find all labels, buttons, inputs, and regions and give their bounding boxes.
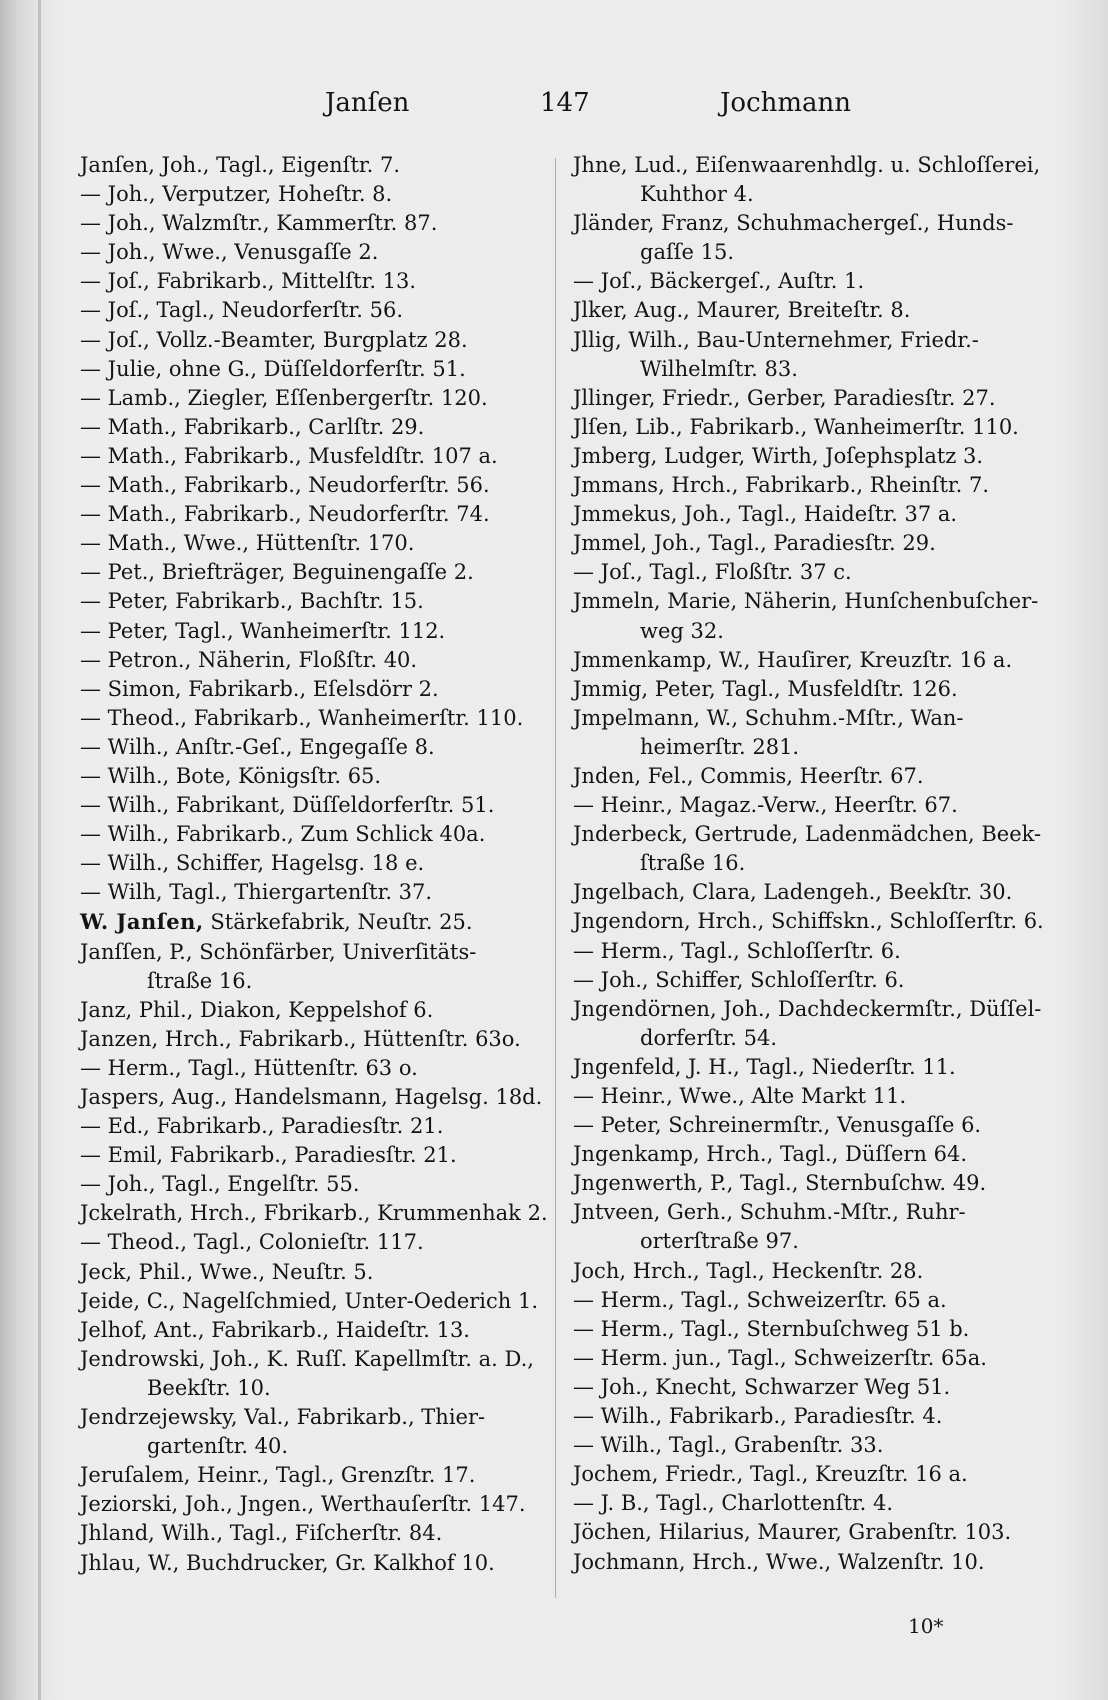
entry-text: — Math., Fabrikarb., Carlſtr. 29. — [80, 414, 425, 439]
entry-text: — Joh., Wwe., Venusgaſſe 2. — [80, 240, 379, 265]
entry-text: Jmmeln, Marie, Näherin, Hunſchenbuſcher- — [573, 589, 1039, 614]
entry-text: — Wilh., Fabrikarb., Paradiesſtr. 4. — [573, 1404, 943, 1429]
directory-entry — [573, 849, 1043, 878]
header-first-name: Janſen — [325, 88, 410, 118]
entry-text: — Emil, Fabrikarb., Paradiesſtr. 21. — [80, 1143, 457, 1168]
directory-entry — [80, 267, 555, 296]
entry-text: — Herm. jun., Tagl., Schweizerſtr. 65a. — [573, 1345, 987, 1370]
directory-entry — [573, 1373, 1043, 1402]
directory-entry — [573, 675, 1043, 704]
entry-text: gartenſtr. 40. — [147, 1434, 289, 1459]
directory-entry — [80, 1345, 555, 1374]
directory-entry — [573, 326, 1043, 355]
entry-text: Jmberg, Ludger, Wirth, Joſephsplatz 3. — [573, 443, 984, 468]
entry-text: Jmpelmann, W., Schuhm.-Mſtr., Wan- — [573, 705, 964, 730]
entry-text: — Wilh., Schiffer, Hagelsg. 18 e. — [80, 851, 425, 876]
entry-text: Jngelbach, Clara, Ladengeh., Beekſtr. 30. — [573, 880, 1013, 905]
directory-entry — [573, 820, 1043, 849]
binding-fold — [38, 0, 41, 1700]
entry-text: Stärkefabrik, Neuſtr. 25. — [203, 910, 473, 935]
entry-text: Jmmans, Hrch., Fabrikarb., Rheinſtr. 7. — [573, 473, 990, 498]
directory-entry — [80, 1258, 555, 1287]
entry-text: — Herm., Tagl., Schloſſerſtr. 6. — [573, 938, 901, 963]
entry-text: — Herm., Tagl., Schweizerſtr. 65 a. — [573, 1287, 947, 1312]
directory-entry — [573, 209, 1043, 238]
entry-text: Beekſtr. 10. — [147, 1375, 271, 1400]
entry-text: Jeruſalem, Heinr., Tagl., Grenzſtr. 17. — [80, 1463, 476, 1488]
entry-text: — Math., Wwe., Hüttenſtr. 170. — [80, 531, 415, 556]
entry-text: Jllig, Wilh., Bau-Unternehmer, Friedr.- — [573, 327, 979, 352]
entry-text: Janz, Phil., Diakon, Keppelshof 6. — [80, 997, 434, 1022]
entry-text: Jeziorski, Joh., Jngen., Werthauſerſtr. 147. — [80, 1492, 526, 1517]
directory-entry — [573, 1227, 1043, 1256]
directory-entry — [573, 1402, 1043, 1431]
entry-text: Jngenwerth, P., Tagl., Sternbuſchw. 49. — [573, 1171, 987, 1196]
entry-text: Jlſen, Lib., Fabrikarb., Wanheimerſtr. 110. — [573, 414, 1019, 439]
directory-entry — [573, 966, 1043, 995]
entry-text: Jngenfeld, J. H., Tagl., Niederſtr. 11. — [573, 1054, 956, 1079]
directory-entry — [573, 558, 1043, 587]
directory-entry — [80, 1199, 555, 1228]
entry-text: — Joh., Schiffer, Schloſſerſtr. 6. — [573, 967, 905, 992]
entry-text: — Julie, ohne G., Düſſeldorferſtr. 51. — [80, 356, 466, 381]
entry-text: Janzen, Hrch., Fabrikarb., Hüttenſtr. 63o. — [80, 1026, 521, 1051]
directory-entry — [573, 1169, 1043, 1198]
entry-text: Jaspers, Aug., Handelsmann, Hagelsg. 18d. — [80, 1085, 543, 1109]
directory-entry — [80, 1519, 555, 1548]
directory-entry — [573, 646, 1043, 675]
entry-text: Janſſen, P., Schönfärber, Univerſitäts- — [80, 939, 477, 964]
entry-text: — Joſ., Bäckergeſ., Auſtr. 1. — [573, 269, 865, 294]
directory-entry — [573, 471, 1043, 500]
directory-entry — [573, 878, 1043, 907]
directory-entry — [573, 500, 1043, 529]
directory-entry — [573, 1315, 1043, 1344]
directory-entry — [80, 878, 555, 907]
directory-entry — [80, 704, 555, 733]
entry-text: — Herm., Tagl., Hüttenſtr. 63 o. — [80, 1055, 418, 1080]
entry-text: Jnderbeck, Gertrude, Ladenmädchen, Beek- — [573, 822, 1042, 847]
entry-text: — Math., Fabrikarb., Musfeldſtr. 107 a. — [80, 443, 498, 468]
entry-text: gaſſe 15. — [640, 240, 735, 265]
entry-text: Jländer, Franz, Schuhmachergeſ., Hunds- — [573, 211, 1014, 236]
directory-entry — [80, 646, 555, 675]
entry-text: — Theod., Fabrikarb., Wanheimerſtr. 110. — [80, 705, 524, 730]
directory-entry — [573, 1111, 1043, 1140]
directory-entry — [80, 471, 555, 500]
right-column — [573, 151, 1043, 1577]
directory-entry — [80, 442, 555, 471]
entry-text: — J. B., Tagl., Charlottenſtr. 4. — [573, 1491, 894, 1516]
directory-entry — [573, 1518, 1043, 1547]
entry-text: — Joſ., Tagl., Neudorferſtr. 56. — [80, 298, 403, 323]
directory-entry — [573, 617, 1043, 646]
directory-entry — [80, 413, 555, 442]
directory-entry — [573, 1344, 1043, 1373]
directory-entry — [80, 791, 555, 820]
entry-text: — Peter, Tagl., Wanheimerſtr. 112. — [80, 618, 446, 643]
entry-text: Jelhof, Ant., Fabrikarb., Haideſtr. 13. — [80, 1317, 470, 1342]
entry-text: — Wilh., Anſtr.-Geſ., Engegaſſe 8. — [80, 734, 435, 759]
directory-entry — [573, 762, 1043, 791]
entry-text: ſtraße 16. — [640, 851, 746, 876]
directory-entry — [573, 267, 1043, 296]
left-column — [80, 151, 555, 1578]
entry-text: Jendrzejewsky, Val., Fabrikarb., Thier- — [80, 1405, 486, 1430]
directory-entry — [80, 1490, 555, 1519]
entry-text: — Theod., Tagl., Colonieſtr. 117. — [80, 1230, 424, 1255]
entry-text: Jöchen, Hilarius, Maurer, Grabenſtr. 103. — [573, 1520, 1012, 1545]
entry-text: Jmmenkamp, W., Hauſirer, Kreuzſtr. 16 a. — [573, 647, 1013, 672]
directory-entry — [573, 1082, 1043, 1111]
entry-text: — Wilh., Bote, Königsſtr. 65. — [80, 763, 382, 788]
entry-text: — Joſ., Tagl., Floßſtr. 37 c. — [573, 560, 852, 585]
directory-entry — [80, 529, 555, 558]
entry-text: — Joſ., Vollz.-Beamter, Burgplatz 28. — [80, 327, 468, 352]
entry-text: — Lamb., Ziegler, Eſſenbergerſtr. 120. — [80, 385, 488, 410]
entry-text: Kuhthor 4. — [640, 182, 754, 207]
entry-text: — Joſ., Fabrikarb., Mittelſtr. 13. — [80, 269, 417, 294]
directory-entry — [80, 1054, 555, 1083]
entry-text: — Joh., Verputzer, Hoheſtr. 8. — [80, 182, 393, 207]
directory-entry — [573, 1460, 1043, 1489]
entry-text: — Simon, Fabrikarb., Eſelsdörr 2. — [80, 676, 439, 701]
directory-entry — [80, 355, 555, 384]
entry-text: — Joh., Tagl., Engelſtr. 55. — [80, 1172, 360, 1197]
entry-text: Jmmekus, Joh., Tagl., Haideſtr. 37 a. — [573, 502, 958, 527]
entry-text: Jlker, Aug., Maurer, Breiteſtr. 8. — [573, 298, 911, 323]
entry-text: Wilhelmſtr. 83. — [640, 356, 798, 381]
entry-text: weg 32. — [640, 618, 724, 643]
entry-text: Janſen, Joh., Tagl., Eigenſtr. 7. — [80, 153, 401, 177]
directory-entry — [80, 675, 555, 704]
directory-entry — [80, 1432, 555, 1461]
directory-entry — [80, 849, 555, 878]
entry-text: — Peter, Schreinermſtr., Venusgaſſe 6. — [573, 1113, 982, 1138]
directory-entry — [573, 180, 1043, 209]
directory-entry — [80, 558, 555, 587]
directory-entry — [573, 1024, 1043, 1053]
entry-text: Jnden, Fel., Commis, Heerſtr. 67. — [573, 763, 924, 788]
directory-entry — [80, 1287, 555, 1316]
directory-entry — [573, 1198, 1043, 1227]
entry-text: — Wilh., Fabrikarb., Zum Schlick 40a. — [80, 822, 486, 847]
directory-entry — [573, 1548, 1043, 1577]
directory-entry — [80, 587, 555, 616]
directory-entry — [80, 1170, 555, 1199]
entry-text: — Joh., Walzmſtr., Kammerſtr. 87. — [80, 211, 438, 236]
directory-entry — [573, 384, 1043, 413]
entry-text: — Wilh., Fabrikant, Düſſeldorferſtr. 51. — [80, 793, 495, 818]
entry-text: Jmmig, Peter, Tagl., Musfeldſtr. 126. — [573, 676, 958, 701]
page-number: 147 — [540, 88, 590, 118]
entry-text: — Wilh., Tagl., Grabenſtr. 33. — [573, 1433, 884, 1458]
entry-firm-name: W. Janſen, — [80, 909, 204, 935]
directory-entry — [80, 296, 555, 325]
entry-text: — Math., Fabrikarb., Neudorferſtr. 74. — [80, 502, 490, 527]
entry-text: — Heinr., Magaz.-Verw., Heerſtr. 67. — [573, 793, 958, 818]
directory-entry — [80, 209, 555, 238]
entry-text: dorferſtr. 54. — [640, 1025, 778, 1050]
entry-text: Jngenkamp, Hrch., Tagl., Düſſern 64. — [573, 1142, 968, 1167]
directory-entry — [80, 1374, 555, 1403]
directory-entry — [573, 1140, 1043, 1169]
entry-text: heimerſtr. 281. — [640, 734, 800, 759]
entry-text: — Ed., Fabrikarb., Paradiesſtr. 21. — [80, 1114, 444, 1139]
directory-entry — [80, 1461, 555, 1490]
directory-entry — [80, 762, 555, 791]
directory-entry — [80, 1403, 555, 1432]
directory-entry — [80, 1316, 555, 1345]
directory-entry — [573, 355, 1043, 384]
entry-text: ſtraße 16. — [147, 968, 253, 993]
directory-entry — [573, 1431, 1043, 1460]
entry-text: Jhland, Wilh., Tagl., Fiſcherſtr. 84. — [80, 1521, 443, 1546]
directory-entry — [573, 1053, 1043, 1082]
directory-entry — [80, 1083, 555, 1112]
directory-entry — [80, 733, 555, 762]
directory-entry — [573, 907, 1043, 936]
directory-entry — [80, 500, 555, 529]
directory-entry — [80, 238, 555, 267]
header-last-name: Jochmann — [720, 88, 852, 118]
entry-text: — Petron., Näherin, Floßſtr. 40. — [80, 647, 418, 672]
directory-entry — [573, 151, 1043, 180]
entry-text: — Herm., Tagl., Sternbuſchweg 51 b. — [573, 1316, 970, 1341]
directory-entry — [573, 1257, 1043, 1286]
entry-text: Joch, Hrch., Tagl., Heckenſtr. 28. — [573, 1258, 924, 1283]
directory-entry — [573, 1286, 1043, 1315]
entry-text: — Math., Fabrikarb., Neudorferſtr. 56. — [80, 473, 490, 498]
directory-entry — [573, 238, 1043, 267]
directory-entry — [80, 1549, 555, 1578]
directory-entry — [573, 442, 1043, 471]
entry-text: Jckelrath, Hrch., Fbrikarb., Krummenhak 2. — [80, 1201, 548, 1226]
directory-entry — [80, 1141, 555, 1170]
directory-entry — [80, 180, 555, 209]
entry-text: — Joh., Knecht, Schwarzer Weg 51. — [573, 1374, 951, 1399]
entry-text: Jntveen, Gerh., Schuhm.-Mſtr., Ruhr- — [573, 1200, 966, 1225]
entry-text: Jngendörnen, Joh., Dachdeckermſtr., Düſſel- — [573, 996, 1042, 1021]
directory-entry — [573, 296, 1043, 325]
directory-entry — [80, 907, 555, 937]
directory-entry — [80, 326, 555, 355]
directory-entry — [573, 587, 1043, 616]
entry-text: Jendrowski, Joh., K. Ruſſ. Kapellmſtr. a. D., — [80, 1346, 534, 1371]
directory-entry — [80, 938, 555, 967]
directory-entry — [573, 995, 1043, 1024]
entry-text: Jmmel, Joh., Tagl., Paradiesſtr. 29. — [573, 531, 936, 556]
directory-entry — [573, 1489, 1043, 1518]
signature-mark: 10* — [908, 1614, 944, 1638]
directory-entry — [573, 413, 1043, 442]
directory-entry — [80, 820, 555, 849]
entry-text: Jhlau, W., Buchdrucker, Gr. Kalkhof 10. — [80, 1550, 495, 1575]
entry-text: Jochmann, Hrch., Wwe., Walzenſtr. 10. — [573, 1549, 985, 1574]
entry-text: — Heinr., Wwe., Alte Markt 11. — [573, 1084, 907, 1108]
directory-entry — [80, 1112, 555, 1141]
directory-entry — [573, 733, 1043, 762]
directory-entry — [80, 384, 555, 413]
entry-text: Jhne, Lud., Eiſenwaarenhdlg. u. Schloſſerei, — [573, 153, 1041, 177]
directory-entry — [573, 704, 1043, 733]
directory-entry — [80, 617, 555, 646]
entry-text: Jochem, Friedr., Tagl., Kreuzſtr. 16 a. — [573, 1462, 968, 1487]
page-header — [0, 88, 1108, 128]
entry-text: Jeck, Phil., Wwe., Neuſtr. 5. — [80, 1259, 374, 1284]
directory-entry — [573, 529, 1043, 558]
entry-text: orterſtraße 97. — [640, 1229, 799, 1254]
entry-text: Jeide, C., Nagelſchmied, Unter-Oederich 1. — [80, 1288, 539, 1313]
directory-entry — [80, 996, 555, 1025]
directory-entry — [80, 967, 555, 996]
directory-entry — [80, 1025, 555, 1054]
directory-entry — [573, 937, 1043, 966]
entry-text: — Pet., Briefträger, Beguinengaſſe 2. — [80, 560, 474, 585]
entry-text: — Wilh, Tagl., Thiergartenſtr. 37. — [80, 880, 433, 905]
entry-text: Jngendorn, Hrch., Schiffskn., Schloſſerſtr. 6. — [573, 909, 1044, 934]
directory-entry — [80, 1228, 555, 1257]
entry-text: Jllinger, Friedr., Gerber, Paradiesſtr. 27. — [573, 385, 996, 410]
directory-entry — [573, 791, 1043, 820]
directory-entry — [80, 151, 555, 180]
column-divider — [555, 158, 556, 1598]
entry-text: — Peter, Fabrikarb., Bachſtr. 15. — [80, 589, 424, 614]
